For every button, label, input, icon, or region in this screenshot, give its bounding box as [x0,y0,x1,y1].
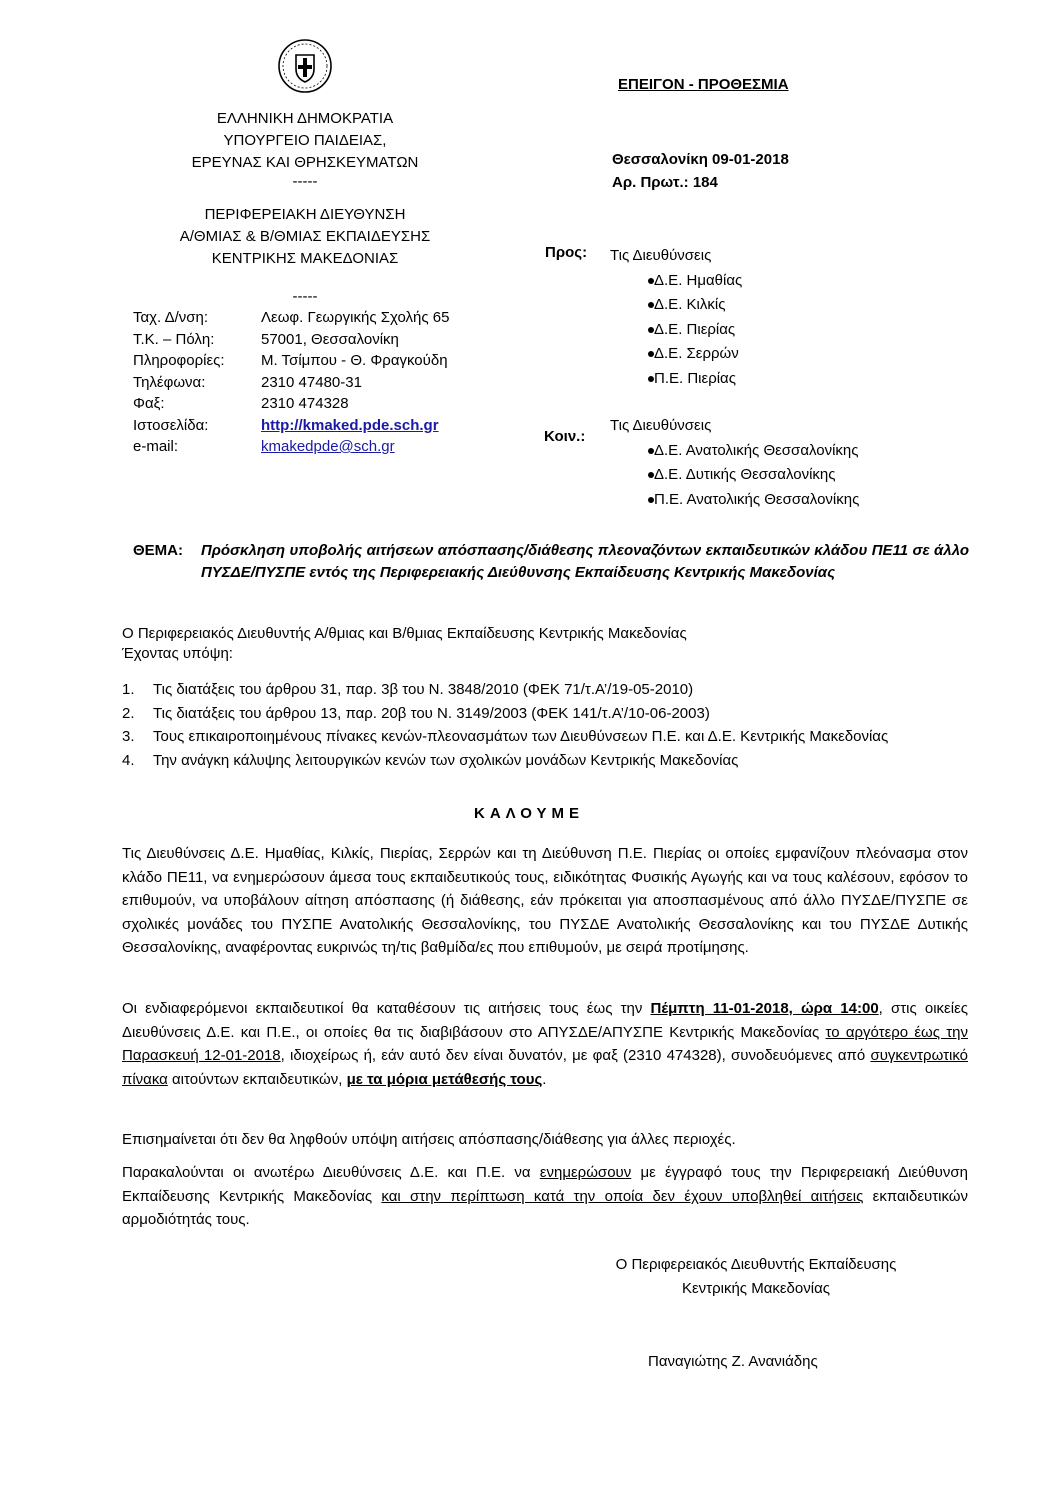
emphasis-text: ενημερώσουν [539,1164,632,1181]
text-run: εκπαιδευτικών αρμοδιότητάς τους. [122,1187,968,1228]
agency-line: ΚΕΝΤΡΙΚΗΣ ΜΑΚΕΔΟΝΙΑΣ [211,250,399,267]
contact-value: 2310 474328 [261,395,349,412]
agency-line: ΥΠΟΥΡΓΕΙΟ ΠΑΙΔΕΙΑΣ, [223,132,387,149]
item-text: Τις διατάξεις του άρθρου 31, παρ. 3β του Ν. 3848/2010 (ΦΕΚ 71/τ.Α’/19-05-2010) [153,681,694,698]
list-item [610,488,859,513]
item-number: 3. [122,728,135,745]
list-item [610,439,859,464]
recipients-list [610,269,742,392]
agency-line: ΕΡΕΥΝΑΣ ΚΑΙ ΘΡΗΣΚΕΥΜΑΤΩΝ [191,154,419,171]
recipients-list [610,439,859,513]
emphasis-text: με τα μόρια μετάθεσής τους [346,1070,543,1088]
agency-line: ΠΕΡΙΦΕΡΕΙΑΚΗ ΔΙΕΥΘΥΝΣΗ [204,206,406,223]
call-heading: ΚΑΛΟΥΜΕ [473,805,585,822]
body-paragraph: Επισημαίνεται ότι δεν θα ληφθούν υπόψη αιτήσεις απόσπασης/διάθεσης για άλλες περιοχές. [122,1131,736,1148]
recipient-name: Δ.Ε. Ανατολικής Θεσσαλονίκης [654,441,859,459]
bullet-icon [648,278,654,284]
signature-title: Κεντρικής Μακεδονίας [681,1280,830,1297]
contact-label: Ταχ. Δ/νση: [133,309,209,326]
contact-row [133,417,449,439]
text-run: με έγγραφό τους την Περιφερειακή Διεύθυνση Εκπαίδευσης Κεντρικής Μακεδονίας [122,1164,968,1205]
contact-value: 57001, Θεσσαλονίκη [261,330,399,348]
text-run: Παρακαλούνται οι ανωτέρω Διευθύνσεις Δ.Ε. και Π.Ε. να [122,1164,540,1181]
recipients-cc [610,414,859,512]
list-item [610,293,742,318]
signature-block [580,1253,932,1301]
contact-label: e-mail: [133,438,179,455]
deadline-paragraph [122,997,968,1091]
bullet-icon [648,472,654,478]
list-item [122,702,968,726]
list-item [610,318,742,343]
to-label: Προς: [545,244,588,261]
item-text: Την ανάγκη κάλυψης λειτουργικών κενών των σχολικών μονάδων Κεντρικής Μακεδονίας [153,751,739,769]
contact-row [133,331,449,353]
contact-label: Φαξ: [133,395,165,412]
text-run: . [542,1070,547,1088]
contact-value: Μ. Τσίμπου - Θ. Φραγκούδη [261,352,448,369]
list-item [610,342,742,367]
list-item [610,463,859,488]
recipient-name: Δ.Ε. Κιλκίς [654,296,726,313]
item-text: Τους επικαιροποιημένους πίνακες κενών-πλεονασμάτων των Διευθύνσεων Π.Ε. και Δ.Ε. Κεντρικής Μακεδονίας [153,728,889,745]
recipient-name: Π.Ε. Ανατολικής Θεσσαλονίκης [654,490,860,508]
contact-row [133,352,449,374]
recipients-intro: Τις Διευθύνσεις [610,417,712,434]
agency-line: Α/ΘΜΙΑΣ & Β/ΘΜΙΑΣ ΕΚΠΑΙΔΕΥΣΗΣ [179,228,431,245]
recipients-intro: Τις Διευθύνσεις [610,247,712,264]
subject [133,540,969,584]
list-item [122,725,968,749]
bullet-icon [648,351,654,357]
email-link[interactable]: kmakedpde@sch.gr [261,438,395,455]
forward-deadline: το αργότερο έως την Παρασκευή 12-01-2018 [122,1023,968,1064]
intro [122,622,687,666]
recipient-name: Δ.Ε. Πιερίας [654,320,736,338]
contact-value: Λεωφ. Γεωργικής Σχολής 65 [261,309,450,326]
intro-line: Ο Περιφερειακός Διευθυντής Α/θμιας και Β/θμιας Εκπαίδευσης Κεντρικής Μακεδονίας [122,625,687,642]
issuing-agency [150,108,460,308]
bullet-icon [648,497,654,503]
item-number: 1. [122,681,135,698]
protocol-number: Αρ. Πρωτ.: 184 [612,174,718,191]
subject-text: Πρόσκληση υποβολής αιτήσεων απόσπασης/διάθεσης πλεοναζόντων εκπαιδευτικών κλάδου ΠΕ11 σε άλλο ΠΥΣΔΕ/ΠΥΣΠΕ εντός της Περιφερειακής Διεύθυνσης Εκπαίδευσης Κεντρικής Μακεδονίας [201,542,969,581]
signer-name: Παναγιώτης Ζ. Ανανιάδης [648,1353,818,1370]
contact-details [133,309,449,460]
emphasis-text: και στην περίπτωση κατά την οποία δεν έχουν υποβληθεί αιτήσεις [381,1187,864,1205]
item-number: 2. [122,704,135,722]
text-run: , στις οικείες Διευθύνσεις Δ.Ε. και Π.Ε., οι οποίες θα τις διαβιβάσουν στο ΑΠΥΣΔΕ/ΑΠΥΣΠΕ Κεντρικής Μακεδονίας [122,1000,968,1041]
agency-separator: ----- [292,173,318,190]
contact-row [133,309,449,331]
contact-label: Πληροφορίες: [133,352,225,369]
text-run: , ιδιοχείρως ή, εάν αυτό δεν είναι δυνατόν, με φαξ (2310 474328), συνοδευόμενες από [280,1047,871,1064]
contact-row [133,374,449,396]
recipient-name: Π.Ε. Πιερίας [654,369,736,387]
bullet-icon [648,448,654,454]
list-item [122,678,968,702]
subject-label: ΘΕΜΑ: [133,542,183,559]
date-protocol [612,148,789,194]
body-paragraph: Τις Διευθύνσεις Δ.Ε. Ημαθίας, Κιλκίς, Πιερίας, Σερρών και τη Διεύθυνση Π.Ε. Πιερίας οι οποίες εμφανίζουν πλεόνασμα στον κλάδο ΠΕ11, να ενημερώσουν άμεσα τους εκπαιδευτικούς τους, ειδικότητας Φυσικής Αγωγής και να τους καλέσουν, εφόσον το επιθυμούν, να υποβάλουν αίτηση απόσπασης (ή διάθεσης, εάν πρόκειται για αποσπασμένους από άλλο ΠΥΣΔΕ/ΠΥΣΠΕ σε σχολικές μονάδες του ΠΥΣΠΕ Ανατολικής Θεσσαλονίκης, του ΠΥΣΔΕ Ανατολικής Θεσσαλονίκης και του ΠΥΣΔΕ Δυτικής Θεσσαλονίκης, αναφέροντας ευκρινώς τη/τις βαθμίδα/ες που επιθυμούν, με σειρά προτίμησης. [122,845,968,956]
recipients-to [610,244,742,391]
contact-row [133,438,449,460]
list-item [610,269,742,294]
bullet-icon [648,376,654,382]
considerations-list [122,678,968,772]
coat-of-arms-logo [277,38,333,94]
bullet-icon [648,302,654,308]
item-number: 4. [122,751,135,769]
contact-label: Τ.Κ. – Πόλη: [133,330,215,348]
deadline-date: Πέμπτη 11-01-2018, ώρα 14:00 [650,1000,879,1017]
place-date: Θεσσαλονίκη 09-01-2018 [612,151,789,168]
text-run: αιτούντων εκπαιδευτικών, [167,1070,347,1088]
recipient-name: Δ.Ε. Ημαθίας [654,271,743,289]
intro-line: Έχοντας υπόψη: [122,645,233,662]
bullet-icon [648,327,654,333]
emphasis-text: συγκεντρωτικό πίνακα [122,1047,968,1088]
urgency-label: ΕΠΕΙΓΟΝ - ΠΡΟΘΕΣΜΙΑ [618,76,789,93]
text-run: Οι ενδιαφερόμενοι εκπαιδευτικοί θα καταθέσουν τις αιτήσεις τους έως την [122,1000,651,1017]
recipient-name: Δ.Ε. Σερρών [654,345,739,362]
contact-row [133,395,449,417]
list-item [610,367,742,392]
cc-label: Κοιν.: [544,428,586,445]
list-item [122,749,968,773]
request-paragraph [122,1161,968,1232]
recipient-name: Δ.Ε. Δυτικής Θεσσαλονίκης [654,466,836,483]
website-link[interactable]: http://kmaked.pde.sch.gr [261,416,439,434]
contact-value: 2310 47480-31 [261,373,362,391]
item-text: Τις διατάξεις του άρθρου 13, παρ. 20β του Ν. 3149/2003 (ΦΕΚ 141/τ.Α’/10-06-2003) [153,704,710,722]
agency-separator: ----- [292,288,318,305]
agency-line: ΕΛΛΗΝΙΚΗ ΔΗΜΟΚΡΑΤΙΑ [216,110,394,127]
contact-label: Τηλέφωνα: [133,373,206,391]
signature-title: Ο Περιφερειακός Διευθυντής Εκπαίδευσης [615,1256,897,1273]
contact-label: Ιστοσελίδα: [133,416,209,434]
